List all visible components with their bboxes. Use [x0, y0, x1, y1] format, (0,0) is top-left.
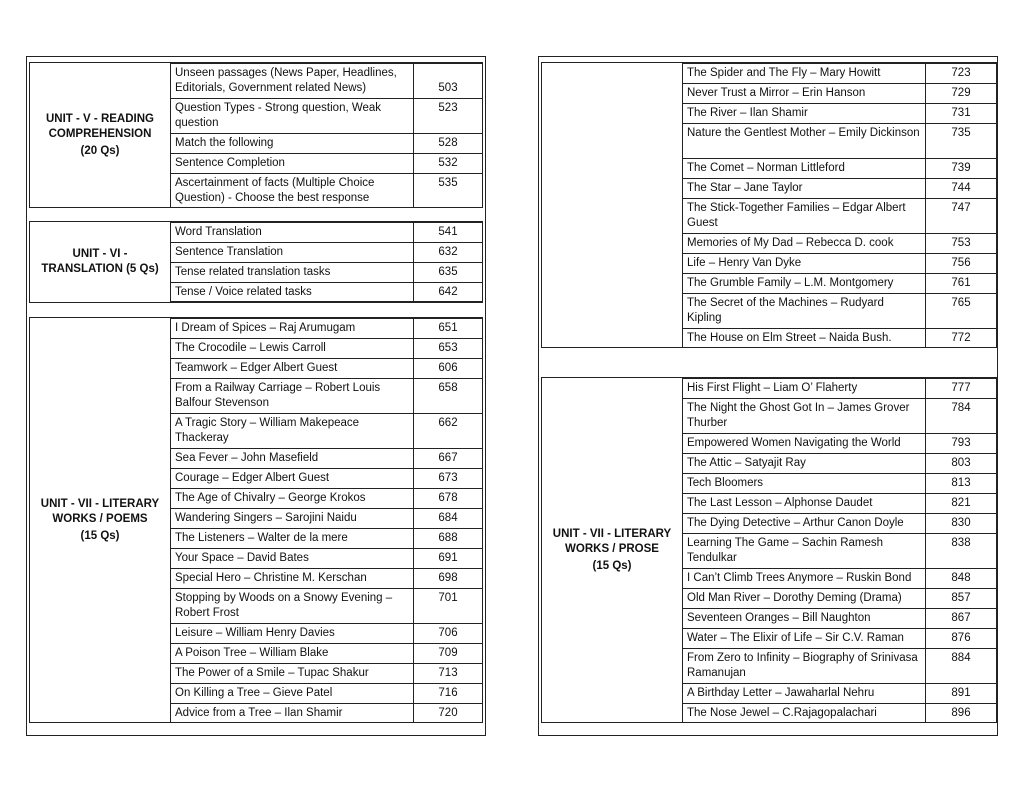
row-title: Teamwork – Edger Albert Guest: [171, 359, 414, 378]
row-title: The Secret of the Machines – Rudyard Kipling: [683, 294, 926, 328]
row-page: 709: [438, 647, 458, 659]
table-row: [683, 533, 996, 568]
row-page: 635: [438, 266, 458, 278]
unit-vii-poems-label: [30, 318, 170, 722]
row-title: Leisure – William Henry Davies: [171, 624, 414, 643]
row-page: 772: [951, 332, 971, 344]
row-page: 651: [438, 322, 458, 334]
row-page: 876: [951, 632, 971, 644]
row-title: The Power of a Smile – Tupac Shakur: [171, 664, 414, 683]
row-page: 803: [951, 457, 971, 469]
table-row: [683, 433, 996, 453]
row-title: Word Translation: [171, 223, 414, 242]
unit-vi-name: UNIT - VI - TRANSLATION (5 Qs): [41, 248, 159, 275]
row-page: 535: [438, 177, 458, 189]
row-title: Question Types - Strong question, Weak question: [171, 99, 414, 133]
unit-vii-prose-rows: [682, 378, 997, 723]
row-page: 830: [951, 517, 971, 529]
row-title: The Crocodile – Lewis Carroll: [171, 339, 414, 358]
table-row: [171, 468, 482, 488]
table-row: [683, 178, 996, 198]
row-page: 784: [951, 402, 971, 414]
unit-vii-poems-block: [29, 317, 483, 723]
row-page: 777: [951, 382, 971, 394]
table-row: [171, 568, 482, 588]
row-title: Special Hero – Christine M. Kerschan: [171, 569, 414, 588]
left-page-panel: [26, 56, 486, 736]
table-row: [683, 83, 996, 103]
table-row: [683, 233, 996, 253]
table-row: [683, 683, 996, 703]
row-title: Match the following: [171, 134, 414, 153]
row-title: A Birthday Letter – Jawaharlal Nehru: [683, 684, 926, 703]
row-title: The Last Lesson – Alphonse Daudet: [683, 494, 926, 513]
row-title: Life – Henry Van Dyke: [683, 254, 926, 273]
row-page: 673: [438, 472, 458, 484]
row-page: 713: [438, 667, 458, 679]
row-page: 503: [438, 82, 458, 94]
row-title: Sea Fever – John Masefield: [171, 449, 414, 468]
table-row: [171, 358, 482, 378]
table-row: [171, 663, 482, 683]
table-row: [683, 253, 996, 273]
row-page: 667: [438, 452, 458, 464]
table-row: [683, 513, 996, 533]
row-page: 662: [438, 417, 458, 429]
row-title: The Age of Chivalry – George Krokos: [171, 489, 414, 508]
row-title: Sentence Translation: [171, 243, 414, 262]
table-row: [683, 103, 996, 123]
row-page: 765: [951, 297, 971, 309]
table-row: [683, 123, 996, 158]
row-page: 658: [438, 382, 458, 394]
row-title: The Nose Jewel – C.Rajagopalachari: [683, 704, 926, 722]
row-page: 632: [438, 246, 458, 258]
row-title: Memories of My Dad – Rebecca D. cook: [683, 234, 926, 253]
row-title: The Comet – Norman Littleford: [683, 159, 926, 178]
row-page: 642: [438, 286, 458, 298]
row-title: On Killing a Tree – Gieve Patel: [171, 684, 414, 703]
unit-vii-prose-block: [541, 377, 997, 723]
table-row: [683, 273, 996, 293]
row-title: The Dying Detective – Arthur Canon Doyle: [683, 514, 926, 533]
table-row: [683, 628, 996, 648]
row-page: 753: [951, 237, 971, 249]
row-page: 723: [951, 67, 971, 79]
table-row: [683, 293, 996, 328]
row-title: The Listeners – Walter de la mere: [171, 529, 414, 548]
row-title: Old Man River – Dorothy Deming (Drama): [683, 589, 926, 608]
unit-vii-poems-continued-block: [541, 62, 997, 348]
unit-vii-prose-name: UNIT - VII - LITERARY WORKS / PROSE: [552, 527, 672, 555]
table-row: [683, 158, 996, 178]
table-row: [683, 398, 996, 433]
table-row: [171, 508, 482, 528]
row-page: 731: [951, 107, 971, 119]
row-page: 793: [951, 437, 971, 449]
row-title: Advice from a Tree – Ilan Shamir: [171, 704, 414, 722]
table-row: [171, 588, 482, 623]
row-title: I Dream of Spices – Raj Arumugam: [171, 319, 414, 338]
row-title: Your Space – David Bates: [171, 549, 414, 568]
row-page: 848: [951, 572, 971, 584]
table-row: [683, 378, 996, 398]
table-row: [171, 318, 482, 338]
table-row: [171, 63, 482, 98]
unit-vi-label: [30, 222, 170, 302]
row-page: 747: [951, 202, 971, 214]
row-page: 821: [951, 497, 971, 509]
row-page: 756: [951, 257, 971, 269]
table-row: [171, 703, 482, 723]
table-row: [683, 453, 996, 473]
table-row: [171, 153, 482, 173]
table-row: [683, 608, 996, 628]
table-row: [171, 98, 482, 133]
row-page: 720: [438, 707, 458, 719]
row-page: 684: [438, 512, 458, 524]
row-page: 857: [951, 592, 971, 604]
row-page: 891: [951, 687, 971, 699]
row-page: 867: [951, 612, 971, 624]
unit-vii-poems-rows: [170, 318, 483, 723]
row-title: The House on Elm Street – Naida Bush.: [683, 329, 926, 347]
table-row: [171, 623, 482, 643]
row-page: 706: [438, 627, 458, 639]
table-row: [171, 548, 482, 568]
row-title: Tense related translation tasks: [171, 263, 414, 282]
table-row: [683, 703, 996, 723]
row-title: From Zero to Infinity – Biography of Srinivasa Ramanujan: [683, 649, 926, 683]
table-row: [683, 198, 996, 233]
row-title: Never Trust a Mirror – Erin Hanson: [683, 84, 926, 103]
row-title: The Star – Jane Taylor: [683, 179, 926, 198]
right-page-panel: [538, 56, 998, 736]
row-page: 761: [951, 277, 971, 289]
table-row: [171, 242, 482, 262]
row-title: From a Railway Carriage – Robert Louis Balfour Stevenson: [171, 379, 414, 413]
row-title: Unseen passages (News Paper, Headlines, Editorials, Government related News): [171, 64, 414, 98]
table-row: [171, 222, 482, 242]
row-title: I Can’t Climb Trees Anymore – Ruskin Bond: [683, 569, 926, 588]
table-row: [683, 63, 996, 83]
row-title: The Spider and The Fly – Mary Howitt: [683, 64, 926, 83]
row-title: Tech Bloomers: [683, 474, 926, 493]
table-row: [683, 648, 996, 683]
table-row: [683, 568, 996, 588]
row-page: 691: [438, 552, 458, 564]
unit-v-name: UNIT - V - READING COMPREHENSION: [46, 112, 154, 140]
row-page: 688: [438, 532, 458, 544]
table-row: [683, 588, 996, 608]
table-row: [171, 282, 482, 302]
unit-vi-block: [29, 221, 483, 303]
table-row: [171, 378, 482, 413]
row-page: 739: [951, 162, 971, 174]
row-page: 541: [438, 226, 458, 238]
row-page: 744: [951, 182, 971, 194]
row-page: 532: [438, 157, 458, 169]
unit-vii-poems-continued-label: [542, 63, 682, 347]
table-row: [171, 683, 482, 703]
row-title: Sentence Completion: [171, 154, 414, 173]
table-row: [171, 528, 482, 548]
row-page: 528: [438, 137, 458, 149]
unit-vii-poems-continued-rows: [682, 63, 997, 348]
row-page: 698: [438, 572, 458, 584]
row-page: 884: [951, 652, 971, 664]
row-title: Courage – Edger Albert Guest: [171, 469, 414, 488]
unit-v-label: [30, 63, 170, 207]
unit-vi-rows: [170, 222, 483, 302]
row-title: Empowered Women Navigating the World: [683, 434, 926, 453]
table-row: [683, 473, 996, 493]
row-title: The Stick-Together Families – Edgar Albert Guest: [683, 199, 926, 233]
unit-vii-poems-name: UNIT - VII - LITERARY WORKS / POEMS: [40, 497, 160, 525]
unit-vii-prose-questions: (15 Qs): [592, 559, 632, 572]
row-title: Ascertainment of facts (Multiple Choice Question) - Choose the best response: [171, 174, 414, 207]
table-row: [171, 338, 482, 358]
row-page: 729: [951, 87, 971, 99]
row-title: The Night the Ghost Got In – James Grover Thurber: [683, 399, 926, 433]
row-title: A Tragic Story – William Makepeace Thackeray: [171, 414, 414, 448]
table-row: [171, 448, 482, 468]
row-title: The Grumble Family – L.M. Montgomery: [683, 274, 926, 293]
unit-v-questions: (20 Qs): [80, 144, 120, 157]
row-page: 838: [951, 537, 971, 549]
row-title: Nature the Gentlest Mother – Emily Dickinson: [683, 124, 926, 158]
unit-vii-poems-questions: (15 Qs): [80, 529, 120, 542]
table-row: [683, 493, 996, 513]
table-row: [171, 643, 482, 663]
row-title: The Attic – Satyajit Ray: [683, 454, 926, 473]
table-row: [171, 488, 482, 508]
table-row: [171, 413, 482, 448]
table-row: [171, 262, 482, 282]
row-title: Seventeen Oranges – Bill Naughton: [683, 609, 926, 628]
unit-vii-prose-label: [542, 378, 682, 722]
row-title: Stopping by Woods on a Snowy Evening – Robert Frost: [171, 589, 414, 623]
table-row: [171, 133, 482, 153]
table-row: [683, 328, 996, 348]
row-page: 716: [438, 687, 458, 699]
row-page: 653: [438, 342, 458, 354]
unit-v-rows: [170, 63, 483, 208]
row-page: 896: [951, 707, 971, 719]
row-title: Learning The Game – Sachin Ramesh Tendulkar: [683, 534, 926, 568]
row-page: 606: [438, 362, 458, 374]
row-title: Wandering Singers – Sarojini Naidu: [171, 509, 414, 528]
row-title: Tense / Voice related tasks: [171, 283, 414, 301]
table-row: [171, 173, 482, 208]
unit-v-block: [29, 62, 483, 208]
row-title: Water – The Elixir of Life – Sir C.V. Raman: [683, 629, 926, 648]
row-title: His First Flight – Liam O’ Flaherty: [683, 379, 926, 398]
row-page: 701: [438, 592, 458, 604]
row-page: 678: [438, 492, 458, 504]
row-title: The River – Ilan Shamir: [683, 104, 926, 123]
row-page: 735: [951, 127, 971, 139]
row-title: A Poison Tree – William Blake: [171, 644, 414, 663]
row-page: 813: [951, 477, 971, 489]
row-page: 523: [438, 102, 458, 114]
